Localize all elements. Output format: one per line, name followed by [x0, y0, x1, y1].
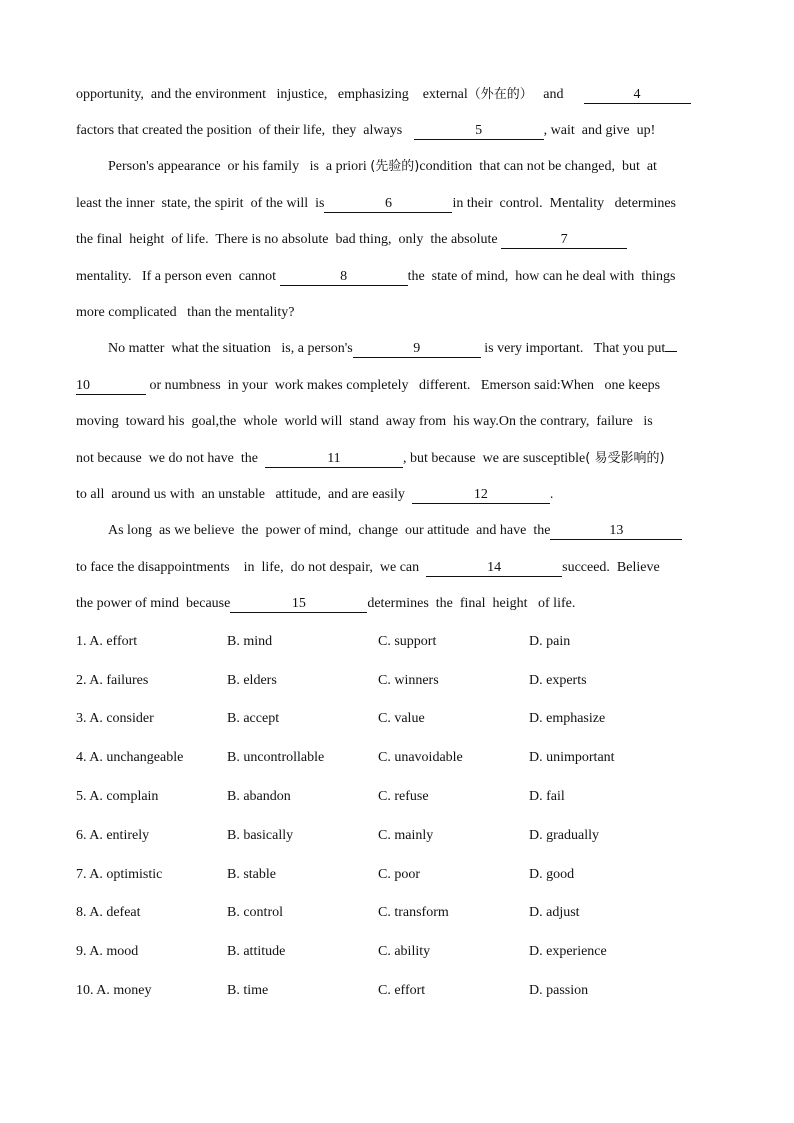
- option-a[interactable]: 9. A. mood: [76, 944, 139, 959]
- question-row: [76, 826, 719, 846]
- option-b[interactable]: B. mind: [227, 634, 273, 649]
- option-a[interactable]: 3. A. consider: [76, 711, 154, 726]
- option-a[interactable]: 4. A. unchangeable: [76, 750, 184, 765]
- chinese-gloss: (先验的): [370, 159, 420, 174]
- blank-4[interactable]: 4: [584, 86, 691, 104]
- passage-text: mentality. If a person even cannot: [76, 269, 280, 284]
- option-a[interactable]: 2. A. failures: [76, 673, 149, 688]
- question-row: [76, 787, 719, 807]
- option-c[interactable]: C. unavoidable: [378, 750, 463, 765]
- passage-text: and: [532, 87, 564, 102]
- option-d[interactable]: D. adjust: [529, 905, 580, 920]
- option-b[interactable]: B. uncontrollable: [227, 750, 325, 765]
- option-d[interactable]: D. experts: [529, 673, 587, 688]
- blank-5[interactable]: 5: [414, 122, 544, 140]
- option-b[interactable]: B. time: [227, 983, 269, 998]
- passage-line-9: [76, 376, 719, 396]
- passage-line-4: [76, 194, 719, 214]
- option-a[interactable]: 7. A. optimistic: [76, 867, 163, 882]
- blank-10-start[interactable]: [665, 351, 677, 352]
- question-row: [76, 748, 719, 768]
- blank-7[interactable]: 7: [501, 231, 627, 249]
- option-b[interactable]: B. basically: [227, 828, 294, 843]
- question-row: [76, 632, 719, 652]
- option-c[interactable]: C. support: [378, 634, 437, 649]
- question-row: [76, 671, 719, 691]
- option-c[interactable]: C. value: [378, 711, 425, 726]
- question-row: [76, 865, 719, 885]
- question-row: [76, 981, 719, 1001]
- option-b[interactable]: B. accept: [227, 711, 280, 726]
- passage-text: in their control. Mentality determines: [452, 196, 677, 211]
- option-b[interactable]: B. control: [227, 905, 283, 920]
- option-a[interactable]: 6. A. entirely: [76, 828, 150, 843]
- question-row: [76, 942, 719, 962]
- option-a[interactable]: 5. A. complain: [76, 789, 159, 804]
- passage-text: , wait and give up!: [543, 123, 656, 138]
- passage-line-13: [108, 521, 719, 541]
- chinese-gloss: （外在的）: [467, 87, 533, 102]
- passage-text: As long as we believe the power of mind, change our attitude and have the: [108, 523, 551, 538]
- passage-text: the power of mind because: [76, 596, 231, 611]
- option-c[interactable]: C. ability: [378, 944, 431, 959]
- passage-text: .: [549, 487, 554, 502]
- option-a[interactable]: 1. A. effort: [76, 634, 138, 649]
- passage-text: or numbness in your work makes completely different. Emerson said:When one keeps: [146, 378, 661, 393]
- passage-text: is very important. That you put: [480, 341, 666, 356]
- passage-text: to face the disappointments in life, do not despair, we can: [76, 560, 427, 575]
- option-d[interactable]: D. passion: [529, 983, 589, 998]
- passage-text: , but because we are susceptible: [402, 451, 586, 466]
- passage-line-14: [76, 558, 719, 578]
- passage-text: moving toward his goal,the whole world will stand away from his way.On the contrary, failure is: [76, 414, 653, 429]
- passage-text: the state of mind, how can he deal with things: [407, 269, 676, 284]
- passage-text: factors that created the position of their life, they always: [76, 123, 406, 138]
- passage-line-7: [76, 303, 719, 323]
- blank-13[interactable]: 13: [550, 522, 682, 540]
- option-a[interactable]: 8. A. defeat: [76, 905, 141, 920]
- passage-line-6: [76, 267, 719, 287]
- question-row: [76, 903, 719, 923]
- passage-line-11: [76, 449, 719, 469]
- passage-line-2: [76, 121, 719, 141]
- passage-line-1: [76, 85, 719, 105]
- passage-line-3: [108, 157, 719, 177]
- option-c[interactable]: C. effort: [378, 983, 426, 998]
- passage-text: least the inner state, the spirit of the will is: [76, 196, 325, 211]
- option-d[interactable]: D. pain: [529, 634, 571, 649]
- option-d[interactable]: D. gradually: [529, 828, 599, 843]
- option-b[interactable]: B. stable: [227, 867, 276, 882]
- option-c[interactable]: C. refuse: [378, 789, 429, 804]
- passage-text: to all around us with an unstable attitude, and are easily: [76, 487, 412, 502]
- option-b[interactable]: B. attitude: [227, 944, 286, 959]
- option-b[interactable]: B. elders: [227, 673, 277, 688]
- blank-10[interactable]: 10: [76, 377, 146, 395]
- passage-text: opportunity, and the environment injustice, emphasizing external: [76, 87, 468, 102]
- option-b[interactable]: B. abandon: [227, 789, 291, 804]
- blank-11[interactable]: 11: [265, 450, 403, 468]
- passage-text: No matter what the situation is, a person's: [108, 341, 353, 356]
- question-row: [76, 709, 719, 729]
- passage-line-10: [76, 412, 719, 432]
- blank-14[interactable]: 14: [426, 559, 562, 577]
- blank-8[interactable]: 8: [280, 268, 408, 286]
- passage-text: condition that can not be changed, but at: [419, 159, 657, 174]
- passage-line-8: [108, 339, 719, 359]
- option-d[interactable]: D. good: [529, 867, 575, 882]
- option-d[interactable]: D. emphasize: [529, 711, 606, 726]
- blank-12[interactable]: 12: [412, 486, 550, 504]
- passage-text: Person's appearance or his family is a priori: [108, 159, 371, 174]
- chinese-gloss: ( 易受影响的): [585, 451, 665, 466]
- passage-text: succeed. Believe: [562, 560, 660, 575]
- passage-text: not because we do not have the: [76, 451, 265, 466]
- passage-line-5: [76, 230, 719, 250]
- passage-line-15: [76, 594, 719, 614]
- blank-6[interactable]: 6: [324, 195, 452, 213]
- option-c[interactable]: C. transform: [378, 905, 449, 920]
- option-a[interactable]: 10. A. money: [76, 983, 152, 998]
- passage-text: determines the final height of life.: [367, 596, 576, 611]
- option-d[interactable]: D. experience: [529, 944, 607, 959]
- option-d[interactable]: D. unimportant: [529, 750, 615, 765]
- option-c[interactable]: C. poor: [378, 867, 420, 882]
- blank-9[interactable]: 9: [353, 340, 481, 358]
- option-c[interactable]: C. mainly: [378, 828, 434, 843]
- blank-15[interactable]: 15: [230, 595, 367, 613]
- passage-line-12: [76, 485, 719, 505]
- passage-text: the final height of life. There is no absolute bad thing, only the absolute: [76, 232, 502, 247]
- passage-text: more complicated than the mentality?: [76, 305, 295, 320]
- option-c[interactable]: C. winners: [378, 673, 439, 688]
- option-d[interactable]: D. fail: [529, 789, 565, 804]
